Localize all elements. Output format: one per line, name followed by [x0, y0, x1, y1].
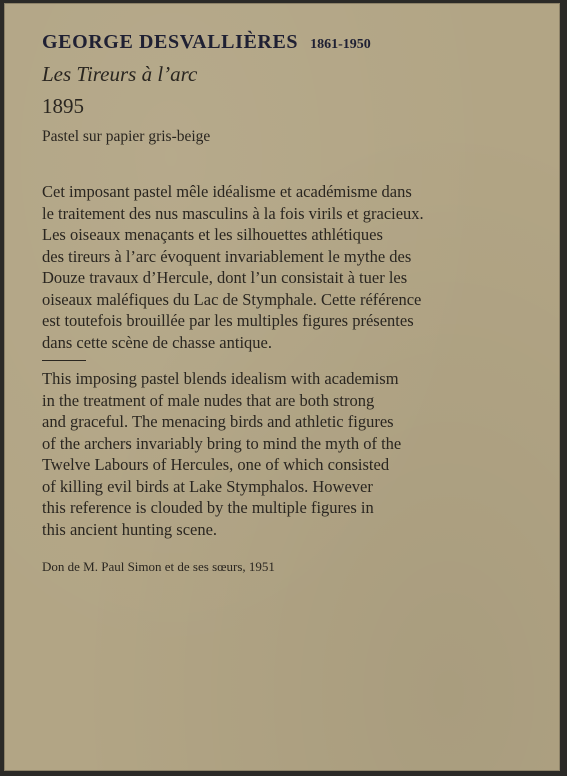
english-line: This imposing pastel blends idealism with academism	[42, 369, 399, 388]
english-line: Twelve Labours of Hercules, one of which consisted	[42, 455, 390, 474]
french-line: des tireurs à l’arc évoquent invariablement le mythe des	[42, 246, 412, 266]
english-line: of killing evil birds at Lake Stymphalos. However	[42, 476, 373, 496]
french-line: dans cette scène de chasse antique.	[42, 332, 272, 352]
artist-line	[42, 31, 542, 54]
artist-name: GEORGE DESVALLIÈRES	[42, 31, 299, 53]
english-line: and graceful. The menacing birds and athletic figures	[42, 412, 394, 431]
artwork-medium: Pastel sur papier gris-beige	[42, 128, 211, 145]
english-line: of the archers invariably bring to mind the myth of the	[42, 433, 402, 453]
donation-credit: Don de M. Paul Simon et de ses sœurs, 1951	[42, 559, 275, 574]
artwork-year: 1895	[42, 94, 84, 118]
french-line: oiseaux maléfiques du Lac de Stymphale. Cette référence	[42, 289, 422, 309]
english-line: in the treatment of male nudes that are both strong	[42, 390, 375, 410]
french-description	[42, 181, 542, 353]
label-content	[42, 31, 542, 576]
english-line: this reference is clouded by the multiple figures in	[42, 498, 374, 517]
museum-label-card	[4, 3, 560, 771]
french-line: Douze travaux d’Hercule, dont l’un consistait à tuer les	[42, 268, 408, 287]
french-line: Cet imposant pastel mêle idéalisme et académisme dans	[42, 182, 412, 201]
language-divider	[42, 360, 86, 361]
artist-dates: 1861-1950	[310, 37, 371, 52]
french-line: Les oiseaux menaçants et les silhouettes athlétiques	[42, 225, 383, 244]
english-line: this ancient hunting scene.	[42, 519, 218, 539]
french-line: le traitement des nus masculins à la fois virils et gracieux.	[42, 203, 424, 223]
french-line: est toutefois brouillée par les multiples figures présentes	[42, 311, 414, 330]
artwork-title: Les Tireurs à l’arc	[42, 62, 198, 86]
english-description	[42, 368, 542, 540]
